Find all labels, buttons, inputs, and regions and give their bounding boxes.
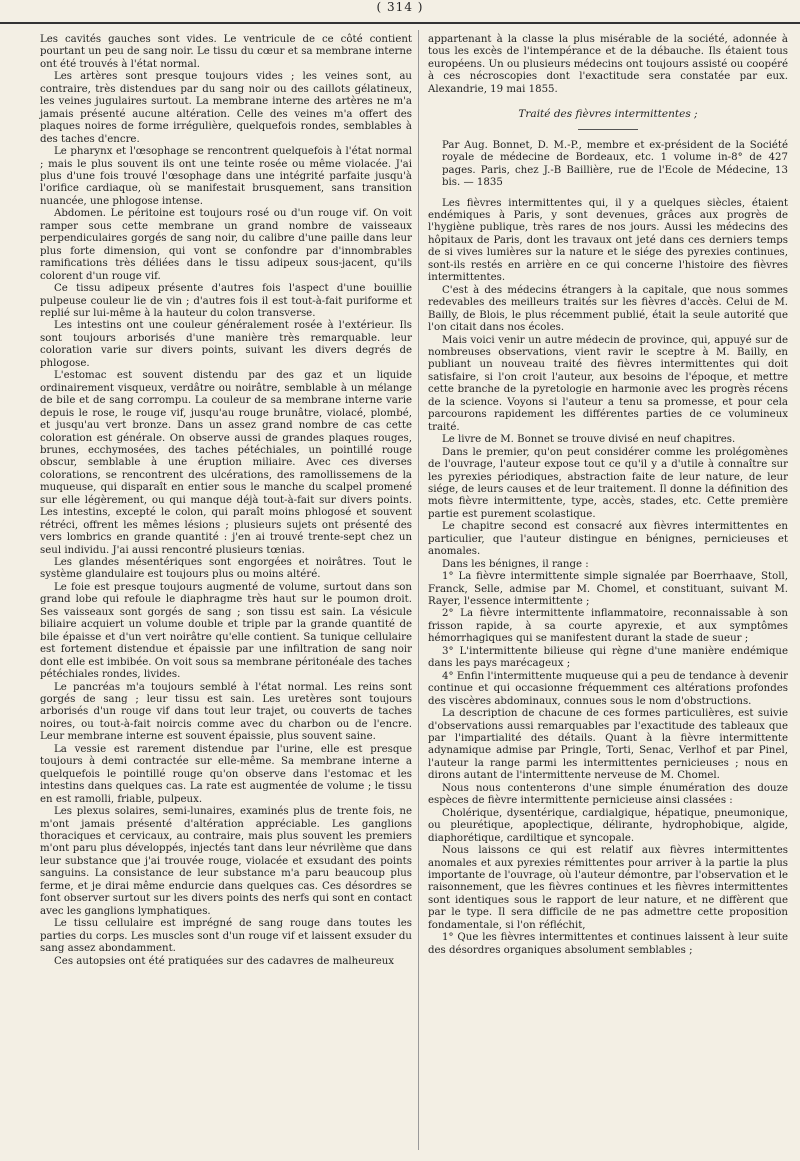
paragraph: Les plexus solaires, semi-lunaires, examinés plus de trente fois, ne m'ont jamais présenté d'altération appréciable. Les ganglions thoraciques et cervicaux, au contraire, mais plus souvent les premiers m'ont paru plus développés, injectés tant dans leur névrilème que dans leur substance que j'ai trouvée rouge, violacée et exsudant des points sanguins. La consistance de leur substance m'a paru beaucoup plus ferme, et je dirai même endurcie dans quelques cas. Ces désordres se font observer surtout sur les divers points des nerfs qui sont en contact avec les ganglions lymphatiques. — [40, 806, 412, 917]
paragraph: Le pharynx et l'œsophage se rencontrent quelquefois à l'état normal ; mais le plus souvent ils ont une teinte rosée ou même violacée. J'ai plus d'une fois trouvé l'œsophage dans une intégrité parfaite jusqu'à l'orifice cardiaque, où se manifestait brusquement, sans transition nuancée, une phlogose intense. — [40, 146, 412, 207]
paragraph: Les fièvres intermittentes qui, il y a quelques siècles, étaient endémiques à Paris, y sont devenues, grâces aux progrès de l'hygiène publique, très rares de nos jours. Aussi les médecins des hôpitaux de Paris, dont les travaux ont jeté dans ces derniers temps de si vives lumières sur la nature et le siége des pyrexies continues, sont-ils restés en arrière en ce qui concerne l'histoire des fièvres intermittentes. — [428, 197, 788, 284]
paragraph: Nous laissons ce qui est relatif aux fièvres intermittentes anomales et aux pyrexies rémittentes pour arriver à la partie la plus importante de l'ouvrage, où l'auteur démontre, par l'observation et le raisonnement, que les fièvres continues et les fièvres intermittentes sont identiques sous le rapport de leur nature, et ne diffèrent que par le type. Il sera difficile de ne pas admettre cette proposition fondamentale, si l'on réfléchit, — [428, 845, 788, 931]
paragraph: Cholérique, dysentérique, cardialgique, hépatique, pneumonique, ou pleurétique, apoplectique, délirante, hydrophobique, algide, diaphorétique, cardiltique et syncopale. — [428, 807, 788, 844]
paragraph: Dans le premier, qu'on peut considérer comme les prolégomènes de l'ouvrage, l'auteur expose tout ce qu'il y a d'utile à connaître sur les pyrexies périodiques, abstraction faite de leur nature, de leur siége, de leurs causes et de leur traitement. Il donne la définition des mots fièvre intermittente, type, accès, stades, etc. Cette première partie est purement scolastique. — [428, 446, 788, 520]
paragraph: 4° Enfin l'intermittente muqueuse qui a peu de tendance à devenir continue et qui occasionne fréquemment ces altérations profondes des viscères abdominaux, connues sous le nom d'obstructions. — [428, 670, 788, 707]
paragraph: Ce tissu adipeux présente d'autres fois l'aspect d'une bouillie pulpeuse couleur lie de vin ; d'autres fois il est tout-à-fait puriforme et replié sur lui-même à la hauteur du colon transverse. — [40, 283, 412, 319]
paragraph: Dans les bénignes, il range : — [442, 558, 589, 570]
section-rule — [578, 129, 638, 130]
bibliographic-entry: Par Aug. Bonnet, D. M.-P., membre et ex-président de la Société royale de médecine de Bordeaux, etc. 1 volume in-8° de 427 pages. Paris, chez J.-B Baillière, rue de l'Ecole de Médecine, 13 bis. — 1835 — [442, 139, 788, 189]
paragraph: La description de chacune de ces formes particulières, est suivie d'observations aussi remarquables par l'exactitude des tableaux que par l'impartialité des détails. Quant à la fièvre intermittente adynamique admise par Pringle, Torti, Senac, Verlhof et par Pinel, l'auteur la range parmi les intermittentes pernicieuses ; nous en dirons autant de l'intermittente nerveuse de M. Chomel. — [428, 708, 788, 782]
paragraph: Les intestins ont une couleur généralement rosée à l'extérieur. Ils sont toujours arborisés d'une manière très remarquable. leur coloration varie sur divers points, suivant les divers degrés de phlogose. — [40, 320, 412, 369]
paragraph: Le tissu cellulaire est imprégné de sang rouge dans toutes les parties du corps. Les muscles sont d'un rouge vif et laissent exsuder du sang assez abondamment. — [40, 918, 412, 955]
page-header — [0, 0, 800, 24]
paragraph: Les artères sont presque toujours vides ; les veines sont, au contraire, très distendues par du sang noir ou des caillots gélatineux, les veines jugulaires surtout. La membrane interne des artères ne m'a jamais présenté aucune altération. Celle des veines m'a offert des plaques noires de forme irrégulière, quelquefois rondes, semblables à des taches d'encre. — [40, 71, 412, 145]
paragraph: Le chapitre second est consacré aux fièvres intermittentes en particulier, que l'auteur distingue en bénignes, pernicieuses et anomales. — [428, 521, 788, 558]
paragraph: 2° La fièvre intermittente inflammatoire, reconnaissable à son frisson rapide, à sa courte apyrexie, et aux symptômes hémorrhagiques qui se manifestent durant la stade de sueur ; — [428, 608, 788, 645]
paragraph: Ces autopsies ont été pratiquées sur des cadavres de malheureux — [54, 955, 395, 967]
paragraph: 1° La fièvre intermittente simple signalée par Boerrhaave, Stoll, Franck, Selle, admise par M. Chomel, et constituant, suivant M. Rayer, l'essence intermittente ; — [428, 571, 788, 608]
paragraph: Les cavités gauches sont vides. Le ventricule de ce côté contient pourtant un peu de sang noir. Le tissu du cœur et sa membrane interne ont été trouvés à l'état normal. — [40, 34, 412, 70]
paragraph: Nous nous contenterons d'une simple énumération des douze espèces de fièvre intermittente pernicieuse ainsi classées : — [428, 782, 788, 807]
paragraph: Le pancréas m'a toujours semblé à l'état normal. Les reins sont gorgés de sang ; leur tissu est sain. Les uretères sont toujours arborisés d'un rouge vif dans tout leur trajet, ou couverts de taches noires, ou tout-à-fait noircis comme avec du charbon ou de l'encre. Leur membrane interne est souvent épaissie, plus souvent saine. — [40, 681, 412, 743]
column-divider — [418, 30, 419, 1150]
paragraph: 3° L'intermittente bilieuse qui règne d'une manière endémique dans les pays marécageux ; — [428, 645, 788, 670]
paragraph: Les glandes mésentériques sont engorgées et noirâtres. Tout le système glandulaire est toujours plus ou moins altéré. — [40, 557, 412, 581]
section-title: Traité des fièvres intermittentes ; — [518, 108, 698, 121]
left-column — [40, 34, 412, 968]
paragraph: 1° Que les fièvres intermittentes et continues laissent à leur suite des désordres organiques absolument semblables ; — [428, 932, 788, 956]
paragraph: Le foie est presque toujours augmenté de volume, surtout dans son grand lobe qui refoule le diaphragme très haut sur le poumon droit. Ses vaisseaux sont gorgés de sang ; son tissu est sain. La vésicule biliaire acquiert un volume double et triple par la grande quantité de bile épaisse et d'un vert noirâtre qu'elle contient. Sa tunique cellulaire est fortement distendue et épaissie par une infiltration de sang noir dont elle est imbibée. On voit sous sa membrane péritonéale des taches pétéchiales rondes, livides. — [40, 581, 412, 681]
paragraph: C'est à des médecins étrangers à la capitale, que nous sommes redevables des meilleurs traités sur les fièvres d'accès. Celui de M. Bailly, de Blois, le plus récemment publié, était la seule autorité que l'on citait dans nos écoles. — [428, 284, 788, 334]
page-number: ( 314 ) — [376, 0, 424, 14]
right-column — [428, 34, 788, 957]
paragraph: Abdomen. Le péritoine est toujours rosé ou d'un rouge vif. On voit ramper sous cette membrane un grand nombre de vaisseaux perpendiculaires gorgés de sang noir, du calibre d'une paille dans leur plus forte dimension, qui vont se confondre par d'innombrables ramifications très déliées dans le tissu adipeux sous-jacent, qu'ils colorent d'un rouge vif. — [40, 208, 412, 282]
paragraph: L'estomac est souvent distendu par des gaz et un liquide ordinairement visqueux, verdâtre ou noirâtre, semblable à un mélange de bile et de sang corrompu. La couleur de sa membrane interne varie depuis le rose, le rouge vif, jusqu'au rouge brunâtre, violacé, plombé, et jusqu'au vert bronze. Dans un assez grand nombre de cas cette coloration est générale. On observe aussi de grandes plaques rouges, brunes, ecchymosées, des taches pétéchiales, un pointillé rouge obscur, semblable à une éruption miliaire. Avec ces diverses colorations, se rencontrent des ulcérations, des ramollissemens de la muqueuse, qui disparaît en entier sous le manche du scalpel promené sur elle légèrement, ou qui manque déjà tout-à-fait sur divers points. Les intestins, excepté le colon, qui paraît moins phlogosé et souvent rétréci, offrent les mêmes lésions ; plusieurs sujets ont présenté des vers lombrics en grande quantité : j'en ai trouvé trente-sept chez un seul individu. J'ai aussi rencontré plusieurs tœnias. — [40, 370, 412, 556]
paragraph: Le livre de M. Bonnet se trouve divisé en neuf chapitres. — [442, 434, 736, 446]
paragraph: Mais voici venir un autre médecin de province, qui, appuyé sur de nombreuses observations, vient ravir le sceptre à M. Bailly, en publiant un nouveau traité des fièvres intermittentes qui doit satisfaire, si l'on croit l'auteur, aux besoins de l'époque, et mettre cette branche de la pyretologie en harmonie avec les progrès récens de la science. Voyons si l'auteur a tenu sa promesse, et pour cela parcourons rapidement les différentes parties de ce volumineux traité. — [428, 334, 788, 433]
paragraph: appartenant à la classe la plus misérable de la société, adonnée à tous les excès de l'intempérance et de la débauche. Ils étaient tous européens. Un ou plusieurs médecins ont toujours assisté ou coopéré à ces nécroscopies dont l'exactitude sera constatée par eux. Alexandrie, 19 mai 1855. — [428, 34, 788, 95]
paragraph: La vessie est rarement distendue par l'urine, elle est presque toujours à demi contractée sur elle-même. Sa membrane interne a quelquefois le pointillé rouge qu'on observe dans l'estomac et les intestins dans quelques cas. La rate est augmentée de volume ; le tissu en est ramolli, friable, pulpeux. — [40, 743, 412, 805]
